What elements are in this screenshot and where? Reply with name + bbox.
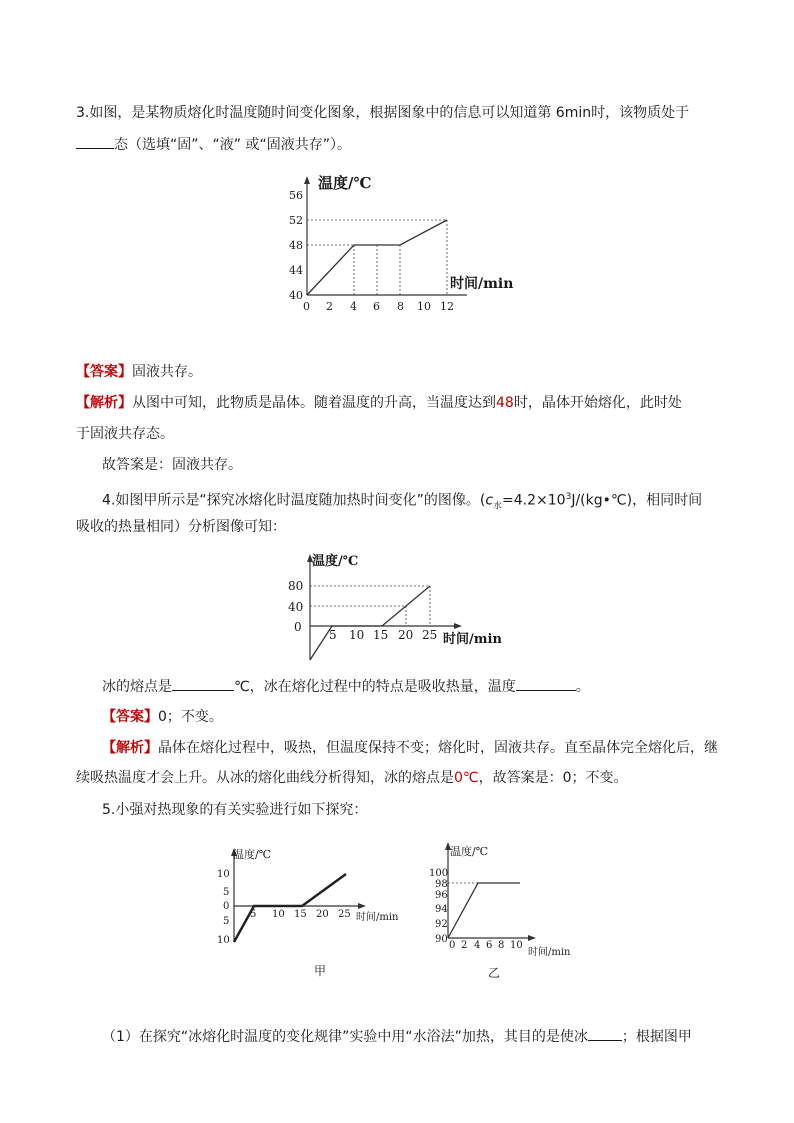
q5-chart-a-caption: 甲 [314,964,327,978]
q5-chart-b [420,838,590,960]
q5a-xtick: 5 [250,909,257,920]
q4-xtick: 15 [373,628,389,642]
q3-ytick: 48 [289,239,303,252]
q4-analysis-line1 [102,738,718,758]
q4-ytick: 40 [288,600,304,614]
q4-temperature-blank[interactable] [516,676,576,691]
q4-fill-b: ℃，冰在熔化过程中的特点是吸收热量，温度 [234,679,516,695]
q3-analysis-number: 48 [496,395,514,411]
q3-analysis-text-b: 时，晶体开始熔化，此时处 [513,395,682,411]
q4-answer-tag: 【答案】 [102,709,158,725]
q5b-y-ticks [429,868,448,945]
q5a-melting-curve [234,874,346,942]
q3-xtick: 12 [440,300,454,313]
q3-ytick: 56 [289,189,303,202]
q3-ytick: 44 [289,264,303,277]
q5b-ytick: 92 [435,919,448,930]
q5a-xtick: 15 [294,909,307,920]
q5-sub1-b: ；根据图甲 [621,1029,692,1045]
q5b-boiling-curve [448,883,520,938]
q4-x-label: 时间/min [443,632,502,647]
q5b-xtick: 0 [449,940,456,951]
q4-x-axis-arrow [454,623,462,629]
q5b-ytick: 98 [435,879,448,890]
q5-sub1-a: （1）在探究“冰熔化时温度的变化规律”实验中用“水浴法”加热，其目的是使冰 [102,1029,588,1045]
q3-xtick: 10 [417,300,431,313]
q3-analysis-text-a: 从图中可知，此物质是晶体。随着温度的升高，当温度达到 [132,395,496,411]
q3-y-axis-arrow [304,176,310,184]
q5b-x-axis-arrow [528,935,536,941]
q5b-ytick: 90 [435,934,448,945]
q5a-xtick: 10 [272,909,285,920]
q3-question-line2-text: 态（选填“固”、“液” 或“固液共存”）。 [114,137,351,153]
q5a-x-label: 时间/min [356,912,399,923]
q4-melting-point-blank[interactable] [172,676,234,691]
q5a-ytick: 10 [217,869,230,880]
q4-exponent: 3 [565,492,572,502]
q4-question-line2: 吸收的热量相同）分析图像可知： [76,519,286,535]
q5a-ytick: 5 [223,887,230,898]
q3-ytick: 40 [289,289,303,302]
q4-analysis-tag: 【解析】 [102,740,158,756]
q5a-ytick: 5 [223,916,230,927]
q4-fill-c: 。 [575,679,590,695]
q5-chart-a [210,838,410,950]
q4-y-ticks [288,579,303,634]
q4-xtick: 20 [398,628,414,642]
q5b-xtick: 2 [461,940,468,951]
q4-line1-b: =4.2×10 [502,492,566,509]
q3-chart [280,170,530,318]
q3-answer [76,362,202,382]
q4-analysis-text2b: ，故答案是：0；不变。 [478,770,628,786]
q4-analysis-line2 [76,768,628,788]
q4-analysis-text2a: 续吸热温度才会上升。从冰的熔化曲线分析得知，冰的熔点是 [76,770,454,786]
q4-ytick: 80 [288,579,304,593]
q3-analysis-line1 [76,393,682,413]
q3-answer-text: 固液共存。 [132,364,202,380]
q4-analysis-text1: 晶体在熔化过程中，吸热，但温度保持不变；熔化时，固液共存。直至晶体完全熔化后，继 [158,740,718,756]
q4-x-ticks [329,628,437,642]
q3-xtick: 6 [373,300,380,313]
q4-c-symbol: c [485,492,494,509]
q4-chart [278,548,528,666]
q4-line1-c: J/(kg•℃)，相同时间 [571,492,703,509]
q4-analysis-number: 0℃ [454,770,479,786]
q4-answer [102,707,223,727]
q4-fill-a: 冰的熔点是 [102,679,172,695]
q3-question-line2 [76,134,351,155]
q5-sub1-blank[interactable] [588,1026,622,1041]
q5a-xtick: 20 [316,909,329,920]
q5b-ytick: 96 [435,890,448,901]
q3-xtick: 0 [303,300,310,313]
q3-answer-blank[interactable] [76,134,114,149]
q3-analysis-line2: 于固液共存态。 [76,426,174,442]
q4-answer-text: 0；不变。 [158,709,223,725]
q3-x-ticks [303,300,454,313]
q3-xtick: 2 [326,300,333,313]
q3-xtick: 4 [350,300,357,313]
q5a-ytick: 0 [223,901,230,912]
q4-line1-a: 4.如图甲所示是“探究冰熔化时温度随加热时间变化”的图像。( [102,492,486,509]
q4-xtick: 10 [349,628,365,642]
q3-y-ticks [289,189,303,302]
q5a-xtick: 25 [338,909,351,920]
q4-c-subscript: 水 [493,501,503,512]
q4-xtick: 5 [329,628,337,642]
q5a-x-ticks [250,909,351,920]
q3-analysis-tag: 【解析】 [76,395,132,411]
q4-y-label: 温度/℃ [312,554,359,569]
q5b-xtick: 4 [474,940,481,951]
q5a-x-axis-arrow [358,903,366,909]
q5a-y-label: 温度/℃ [233,848,272,861]
q5b-xtick: 6 [486,940,493,951]
q3-conclusion: 故答案是：固液共存。 [102,457,242,473]
q4-melting-curve [310,586,430,660]
q5-chart-b-caption: 乙 [488,966,501,980]
q3-answer-tag: 【答案】 [76,364,132,380]
q4-xtick: 25 [422,628,438,642]
q5a-ytick: 10 [217,935,230,946]
q5b-xtick: 8 [498,940,505,951]
q3-question-line1: 3.如图，是某物质熔化时温度随时间变化图象，根据图象中的信息可以知道第 6min时，该物质处于 [76,105,690,121]
q5b-ytick: 100 [429,868,449,879]
q5a-y-ticks [217,869,230,946]
q5b-y-label: 温度/℃ [450,845,489,858]
q3-x-label: 时间/min [450,276,514,292]
q3-ytick: 52 [289,214,303,227]
q4-ytick: 0 [294,620,302,634]
q4-question-line1 [102,487,702,516]
q5b-x-ticks [449,940,523,951]
q4-fill-question [102,676,590,697]
q5b-x-label: 时间/min [528,947,571,958]
q5-question-line1: 5.小强对热现象的有关实验进行如下探究： [102,802,368,818]
q5b-ytick: 94 [435,904,448,915]
q5b-xtick: 10 [510,940,523,951]
q3-xtick: 8 [397,300,404,313]
q3-y-label: 温度/℃ [318,174,372,192]
q5-sub1 [102,1026,692,1047]
